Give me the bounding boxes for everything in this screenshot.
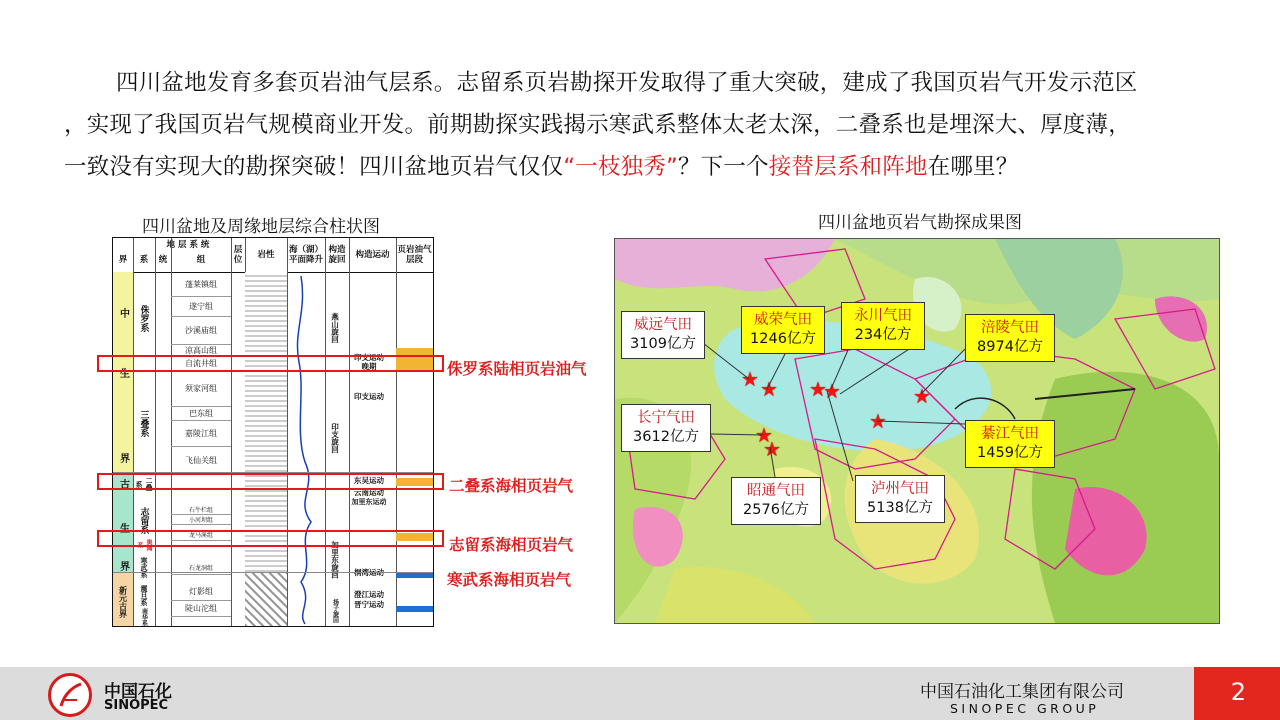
callout-changning-name: 长宁气田 — [637, 410, 695, 426]
intro-line-2: ，实现了我国页岩气规模商业开发。前期勘探实践揭示寒武系整体太老太深，二叠系也是埋深大、厚度薄， — [64, 112, 1131, 138]
movement-jinning: 晋宁运动 — [354, 600, 384, 609]
intro-highlight-only-one: “一枝独秀” — [563, 154, 678, 180]
shale-bar-sinian — [396, 606, 433, 612]
lithology-column — [245, 272, 287, 573]
system-jurassic: 侏罗系 — [138, 304, 149, 332]
era-meso-2: 生 — [117, 368, 129, 378]
fm-shilongdong: 石龙洞组 — [171, 560, 231, 575]
lithology-lower — [245, 572, 287, 626]
callout-yongchuan — [841, 302, 925, 350]
cycle-yanshan: 燕山旋回 — [330, 313, 340, 343]
label-cambrian-shale: 寒武系海相页岩气 — [447, 571, 572, 589]
movement-yunnan: 云南运动 — [354, 488, 384, 497]
system-permian: 二叠系 — [135, 477, 153, 491]
star-weiyuan: ★ — [741, 367, 759, 391]
page-number: 2 — [1230, 678, 1246, 706]
fm-shaximiao: 沙溪庙组 — [171, 316, 231, 345]
highlight-silurian-box — [97, 530, 444, 547]
era-paleo-1: 古 — [117, 479, 129, 489]
star-yongchuan-2: ★ — [823, 379, 841, 403]
fm-ziliujing: 自流井组 — [171, 356, 231, 371]
intro-line-3-text-b: ？下一个 — [677, 154, 769, 180]
fm-lianggaoshan: 凉高山组 — [171, 344, 231, 357]
company-name-en: SINOPEC GROUP — [950, 701, 1100, 716]
star-changning: ★ — [755, 423, 773, 447]
callout-weirong-name: 威荣气田 — [754, 312, 812, 328]
star-yongchuan-1: ★ — [809, 377, 827, 401]
logo-name-cn: 中国石化 — [104, 682, 172, 702]
hdr-system: 系 — [139, 255, 149, 265]
movement-late: 晚期 — [361, 362, 377, 371]
callout-zhaotong-name: 昭通气田 — [747, 483, 805, 499]
fm-suining: 遂宁组 — [171, 296, 231, 317]
callout-changning-reserve: 3612亿方 — [633, 429, 699, 445]
hdr-formation: 组 — [196, 255, 206, 265]
system-ordovician: 奥陶系 — [136, 539, 152, 551]
hdr-lithology: 岩性 — [257, 250, 275, 260]
callout-luzhou-name: 泸州气田 — [871, 481, 929, 497]
callout-luzhou-reserve: 5138亿方 — [867, 500, 933, 516]
fm-doushantuo: 陡山沱组 — [171, 600, 231, 617]
sinopec-logo-icon — [48, 673, 92, 717]
stratigraphic-column-figure — [112, 237, 434, 627]
callout-qijiang — [965, 420, 1055, 468]
cycle-caledonian: 加里东旋回 — [330, 541, 340, 579]
system-triassic: 三叠系 — [138, 409, 149, 437]
star-zhaotong: ★ — [763, 437, 781, 461]
star-qijiang: ★ — [869, 409, 887, 433]
callout-weiyuan-reserve: 3109亿方 — [630, 336, 696, 352]
star-weirong: ★ — [760, 377, 778, 401]
fm-longmaxi: 龙马溪组 — [171, 528, 231, 541]
callout-zhaotong — [731, 477, 821, 525]
movement-dongwu: 东吴运动 — [354, 476, 384, 485]
hdr-group: 地 层 系 统 — [166, 240, 210, 250]
intro-line-3 — [64, 146, 1204, 188]
movement-indosinian-2: 印支运动 — [354, 392, 384, 401]
fm-jialingjiang: 嘉陵江组 — [171, 420, 231, 447]
strat-column-caption: 四川盆地及周缘地层综合柱状图 — [142, 217, 380, 237]
intro-line-1: 四川盆地发育多套页岩油气层系。志留系页岩勘探开发取得了重大突破，建成了我国页岩气开发示范区 — [116, 70, 1138, 96]
era-meso-1: 中 — [117, 308, 129, 318]
label-jurassic-shale: 侏罗系陆相页岩油气 — [447, 360, 587, 378]
footer-bar — [0, 667, 1280, 720]
hdr-layer: 层位 — [233, 245, 243, 265]
movement-caledonian: 加里东运动 — [351, 498, 387, 506]
callout-fuling-reserve: 8974亿方 — [977, 339, 1043, 355]
fm-shiniulan: 石牛栏组 — [171, 504, 231, 515]
callout-weirong-reserve: 1246亿方 — [750, 331, 816, 347]
callout-yongchuan-reserve: 234亿方 — [854, 327, 912, 343]
hdr-series: 统 — [158, 255, 168, 265]
callout-weiyuan-name: 威远气田 — [634, 317, 692, 333]
logo-name-en: SINOPEC — [104, 698, 169, 713]
system-cambrian: 寒武系 — [140, 556, 148, 578]
intro-line-3-text-c: 在哪里？ — [927, 154, 1019, 180]
hdr-movement: 构造运动 — [355, 250, 390, 260]
system-nanhua: 南华系 — [140, 608, 148, 626]
callout-weiyuan — [621, 311, 705, 359]
callout-qijiang-reserve: 1459亿方 — [977, 445, 1043, 461]
callout-weirong — [741, 306, 825, 354]
hdr-era: 界 — [118, 255, 128, 265]
label-permian-shale: 二叠系海相页岩气 — [449, 477, 574, 495]
hdr-cycle: 构造旋回 — [328, 245, 346, 265]
exploration-map — [614, 238, 1220, 624]
era-paleo-2: 生 — [117, 523, 129, 533]
callout-qijiang-name: 綦江气田 — [981, 426, 1039, 442]
cycle-indosinian: 印支旋回 — [330, 423, 340, 453]
fm-feixianguan: 飞仙关组 — [171, 446, 231, 475]
callout-yongchuan-name: 永川气田 — [854, 308, 912, 324]
strat-header — [113, 238, 433, 273]
hdr-shale: 页岩油气层段 — [397, 245, 432, 265]
era-meso-3: 界 — [117, 453, 129, 463]
era-paleo-3: 界 — [117, 561, 129, 571]
system-silurian: 志留系 — [138, 506, 149, 534]
map-caption: 四川盆地页岩气勘探成果图 — [818, 213, 1022, 233]
callout-fuling — [965, 314, 1055, 362]
system-sinian: 震旦系 — [140, 584, 148, 606]
callout-fuling-name: 涪陵气田 — [981, 320, 1039, 336]
intro-line-3-text-a: 一致没有实现大的勘探突破！四川盆地页岩气仅仅 — [64, 154, 564, 180]
label-silurian-shale: 志留系海相页岩气 — [449, 536, 574, 554]
era-neoproterozoic: 新元古界 — [118, 586, 128, 618]
fm-penglaizhen: 蓬莱镇组 — [171, 272, 231, 297]
movement-tongwan: 桐湾运动 — [354, 568, 384, 577]
star-fuling: ★ — [913, 384, 931, 408]
intro-paragraph — [64, 62, 1204, 188]
movement-chengjiang: 澄江运动 — [354, 590, 384, 599]
fm-dengying: 灯影组 — [171, 582, 231, 601]
company-name-cn: 中国石油化工集团有限公司 — [920, 682, 1124, 702]
cycle-yangtze: 扬子旋回 — [331, 599, 339, 623]
fm-xiaoheba: 小河坝组 — [171, 514, 231, 525]
intro-highlight-next-target: 接替层系和阵地 — [768, 154, 928, 180]
fm-xujiahe: 须家河组 — [171, 370, 231, 407]
callout-changning — [621, 404, 711, 452]
callout-luzhou — [855, 475, 945, 523]
highlight-permian-box — [97, 473, 444, 490]
highlight-jurassic-box — [97, 355, 444, 372]
movement-indosinian-1: 印支运动 — [354, 353, 384, 362]
callout-zhaotong-reserve: 2576亿方 — [743, 502, 809, 518]
hdr-sea-level: 海（湖）平面降升 — [288, 245, 323, 265]
fm-badong: 巴东组 — [171, 406, 231, 421]
